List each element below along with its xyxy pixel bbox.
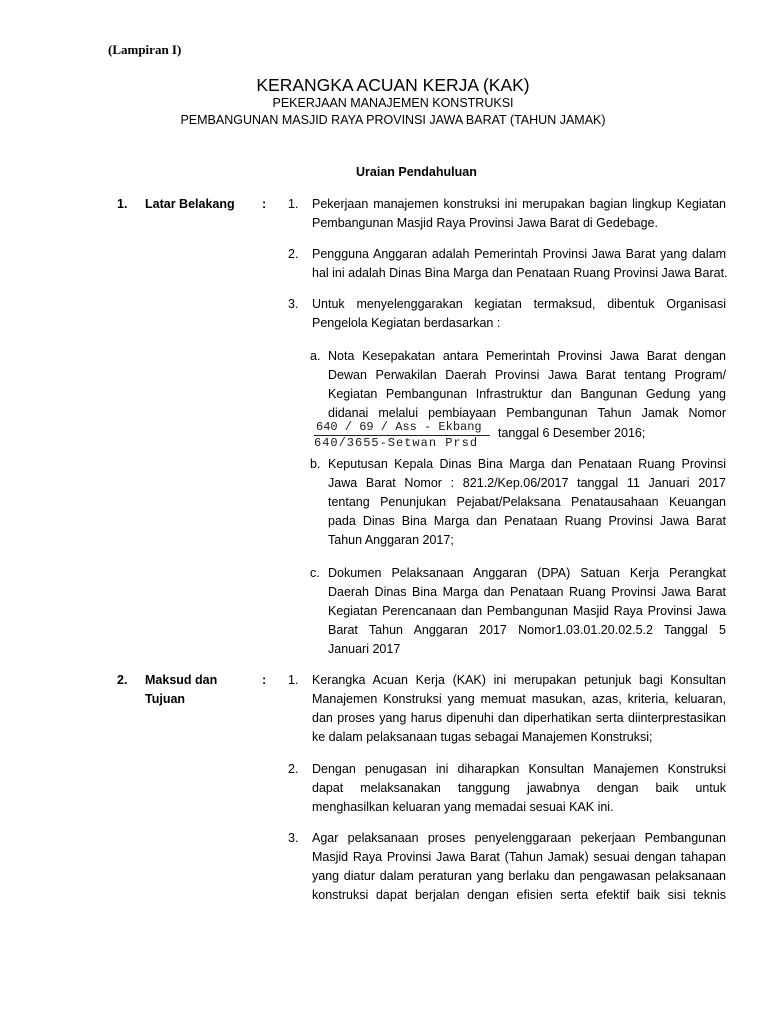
text-line: Manajemen Konstruksi yang memuat masukan, azas, kriteria, keluaran, xyxy=(312,692,726,706)
text-line: Pengguna Anggaran adalah Pemerintah Provinsi Jawa Barat yang dalam xyxy=(312,247,726,261)
text-line: Nota Kesepakatan antara Pemerintah Provinsi Jawa Barat dengan xyxy=(328,349,726,363)
text-line: Keputusan Kepala Dinas Bina Marga dan Penataan Ruang Provinsi xyxy=(328,457,726,471)
text-line: Tahun Anggaran 2017; xyxy=(328,533,454,547)
section-separator: : xyxy=(262,197,267,211)
text-line: Daerah Dinas Bina Marga dan Penataan Ruang Provinsi Jawa Barat xyxy=(328,585,726,599)
text-line: hal ini adalah Dinas Bina Marga dan Penataan Ruang Provinsi Jawa Barat. xyxy=(312,266,728,280)
text-line: Januari 2017 xyxy=(328,642,401,656)
reference-number-bottom: 640/3655-Setwan Prsd xyxy=(314,436,479,450)
text-line: Dewan Perwakilan Daerah Provinsi Jawa Barat tentang Program/ xyxy=(328,368,726,382)
item-text xyxy=(312,760,726,817)
section-separator: : xyxy=(262,673,267,687)
text-line: dan proses yang harus dipenuhi dan diperhatikan serta diinterprestasikan xyxy=(312,711,726,725)
subitem-label: c. xyxy=(310,566,320,580)
text-line: tentang Penunjukan Pejabat/Pelaksana Penatausahaan Keuangan xyxy=(328,495,726,509)
item-number: 2. xyxy=(288,247,299,261)
section-title-line: Tujuan xyxy=(145,692,186,706)
text-line: Jawa Barat Nomor : 821.2/Kep.06/2017 tanggal 11 Januari 2017 xyxy=(328,476,726,490)
subitem-text xyxy=(328,347,726,423)
item-number: 3. xyxy=(288,297,299,311)
text-line: pada Dinas Bina Marga dan Penataan Ruang Provinsi Jawa Barat xyxy=(328,514,726,528)
document-title: KERANGKA ACUAN KERJA (KAK) xyxy=(256,75,530,95)
item-number: 3. xyxy=(288,831,299,845)
text-line: Untuk menyelenggarakan kegiatan termaksud, dibentuk Organisasi xyxy=(312,297,726,311)
subitem-text xyxy=(328,455,726,550)
section-title xyxy=(145,671,217,709)
text-line: Dokumen Pelaksanaan Anggaran (DPA) Satuan Kerja Perangkat xyxy=(328,566,726,580)
section-title-line: Latar Belakang xyxy=(145,197,235,211)
item-text xyxy=(312,829,726,905)
text-line: Kerangka Acuan Kerja (KAK) ini merupakan petunjuk bagi Konsultan xyxy=(312,673,726,687)
text-line: yang diatur dalam peraturan yang berlaku dan pengawasan pelaksanaan xyxy=(312,869,726,883)
subitem-label: a. xyxy=(310,349,321,363)
text-line: Agar pelaksanaan proses penyelenggaraan pekerjaan Pembangunan xyxy=(312,831,726,845)
section-heading: Uraian Pendahuluan xyxy=(356,165,477,179)
text-line: didanai melalui pembiayaan Pembangunan Tahun Jamak Nomor xyxy=(328,406,726,420)
item-number: 1. xyxy=(288,673,299,687)
item-number: 1. xyxy=(288,197,299,211)
document-subtitle: PEMBANGUNAN MASJID RAYA PROVINSI JAWA BARAT (TAHUN JAMAK) xyxy=(180,113,606,127)
section-number: 2. xyxy=(117,673,128,687)
item-text xyxy=(312,295,726,333)
text-line: ke dalam pelaksanaan tugas sebagai Manajemen Konstruksi; xyxy=(312,730,653,744)
text-line: Pembangunan Masjid Raya Provinsi Jawa Barat di Gedebage. xyxy=(312,216,659,230)
text-line: Dengan penugasan ini diharapkan Konsultan Manajemen Konstruksi xyxy=(312,762,726,776)
text-line: Pekerjaan manajemen konstruksi ini merupakan bagian lingkup Kegiatan xyxy=(312,197,726,211)
text-line: konstruksi dapat berjalan dengan efisien serta efektif baik sisi teknis xyxy=(312,888,726,902)
section-number: 1. xyxy=(117,197,128,211)
section-title xyxy=(145,195,235,214)
text-line: dapat melaksanakan tanggung jawabnya dengan baik untuk xyxy=(312,781,726,795)
item-number: 2. xyxy=(288,762,299,776)
reference-number-fraction xyxy=(314,420,490,450)
item-text xyxy=(312,195,726,233)
text-line: Kegiatan Pembangunan Infrastruktur dan Bangunan Gedung yang xyxy=(328,387,726,401)
text-line: Barat Tahun Anggaran 2017 Nomor1.03.01.20.02.5.2 Tanggal 5 xyxy=(328,623,726,637)
text-line: Pengelola Kegiatan berdasarkan : xyxy=(312,316,501,330)
reference-number-top: 640 / 69 / Ass - Ekbang xyxy=(314,420,490,436)
text-line: Kegiatan Perencanaan dan Pembangunan Masjid Raya Provinsi Jawa xyxy=(328,604,726,618)
text-line: Masjid Raya Provinsi Jawa Barat (Tahun Jamak) sesuai dengan tahapan xyxy=(312,850,726,864)
document-title-block xyxy=(100,75,686,129)
item-text xyxy=(312,671,726,747)
document-subtitle: PEKERJAAN MANAJEMEN KONSTRUKSI xyxy=(272,96,514,110)
subitem-label: b. xyxy=(310,457,321,471)
item-text xyxy=(312,245,726,283)
attachment-label: (Lampiran I) xyxy=(108,42,182,57)
reference-date-text: tanggal 6 Desember 2016; xyxy=(498,426,646,440)
text-line: menghasilkan keluaran yang memadai sesuai KAK ini. xyxy=(312,800,614,814)
subitem-text xyxy=(328,564,726,659)
section-title-line: Maksud dan xyxy=(145,673,218,687)
